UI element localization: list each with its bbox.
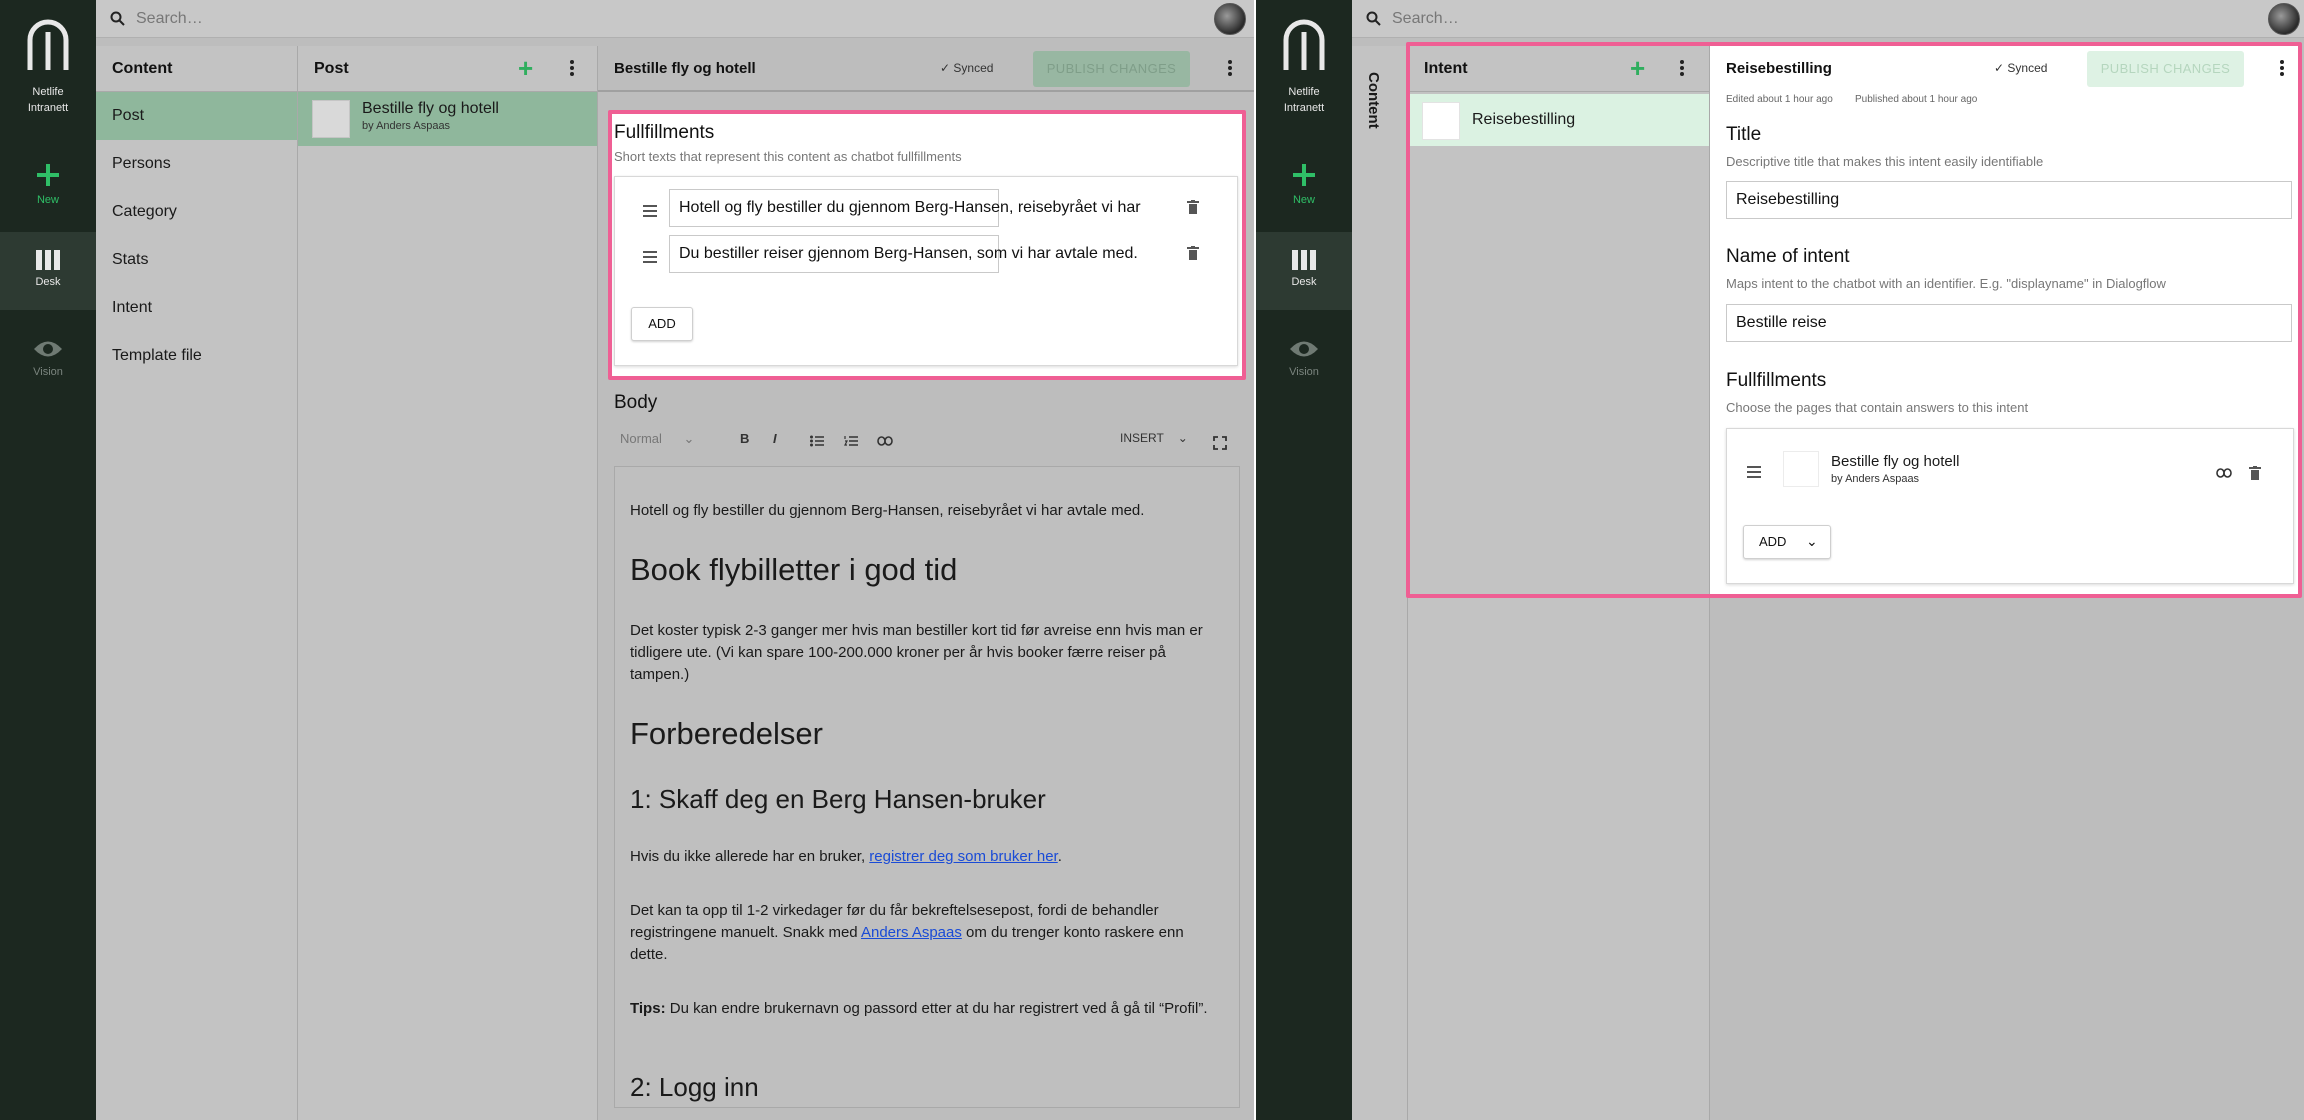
left-nav-rail (0, 0, 96, 1120)
search-bar (1352, 0, 2304, 38)
add-fullfillment-button[interactable]: ADD (631, 307, 693, 341)
block-style-select[interactable]: Normal ⌄ (620, 431, 695, 446)
field-label: Fullfillments (614, 122, 715, 143)
fullfillment-text-input[interactable]: Du bestiller reiser gjennom Berg-Hansen, som vi har avtale med. (669, 235, 999, 273)
search-input[interactable] (136, 6, 736, 32)
fullfillments-reference-list (1726, 428, 2294, 584)
bold-button[interactable]: B (740, 431, 750, 446)
plus-icon (1291, 162, 1317, 188)
post-pane-menu-button[interactable] (562, 58, 582, 80)
editor-menu-button[interactable] (1220, 58, 1240, 80)
drag-handle-icon[interactable] (643, 251, 657, 263)
title-field-description: Descriptive title that makes this intent easily identifiable (1726, 154, 2044, 169)
reference-title[interactable]: Bestille fly og hotell (1831, 453, 1960, 470)
search-input[interactable] (1392, 6, 1992, 32)
person-link[interactable]: Anders Aspaas (860, 924, 962, 941)
trash-icon[interactable] (1187, 246, 1199, 260)
fullfillments-field (612, 114, 1242, 376)
body-paragraph: Tips: Du kan endre brukernavn og passord etter at du har registrert ved å gå til “Profil”. (630, 1000, 1208, 1017)
content-pane-header (96, 46, 297, 92)
fullscreen-icon[interactable] (1214, 437, 1226, 449)
document-thumbnail (1422, 102, 1460, 140)
desk-tool-button[interactable]: Desk (1256, 232, 1352, 310)
post-pane (298, 46, 598, 1120)
collapsed-content-pane[interactable] (1352, 46, 1408, 1120)
add-reference-button[interactable]: ADD ⌄ (1743, 525, 1831, 559)
reference-author: by Anders Aspaas (1831, 473, 1920, 485)
user-avatar[interactable] (1214, 3, 1246, 35)
eye-icon (1289, 338, 1319, 360)
numbered-list-icon[interactable] (844, 435, 858, 447)
link-icon[interactable] (877, 436, 893, 446)
intent-pane-header (1408, 46, 1709, 92)
intent-editor-card (1710, 46, 2300, 594)
document-thumbnail (312, 100, 350, 138)
name-of-intent-input[interactable]: Bestille reise (1726, 304, 2292, 342)
editor-title: Reisebestilling (1726, 60, 1832, 77)
publish-changes-button[interactable]: PUBLISH CHANGES (1033, 51, 1190, 87)
drag-handle-icon[interactable] (643, 205, 657, 217)
document-author: by Anders Aspaas (362, 120, 451, 132)
pane-title: Intent (1424, 60, 1468, 77)
trash-icon[interactable] (2249, 466, 2261, 480)
fullfillment-text-input[interactable]: Hotell og fly bestiller du gjennom Berg-Hansen, reisebyrået vi har (669, 189, 999, 227)
content-item-category[interactable]: Category (112, 203, 177, 220)
document-title: Bestille fly og hotell (362, 100, 499, 117)
body-heading: Forberedelser (630, 716, 823, 751)
content-pane (96, 46, 298, 1120)
content-item-stats[interactable]: Stats (112, 251, 149, 268)
search-icon (1366, 11, 1381, 26)
body-paragraph: Det kan ta opp til 1-2 virkedager før du får bekreftelsesepost, fordi de behandler registringene manuelt. Snakk med Anders Aspaas om du trenger konto raskere enn dette. (630, 902, 1184, 963)
desk-tool-button[interactable]: Desk (0, 232, 96, 310)
user-avatar[interactable] (2268, 3, 2300, 35)
title-field-label: Title (1726, 124, 1762, 145)
content-item-post[interactable]: Post (96, 92, 297, 140)
title-input[interactable]: Reisebestilling (1726, 181, 2292, 219)
pane-title: Post (314, 60, 349, 77)
sync-status: ✓ Synced (940, 61, 994, 75)
body-paragraph: Hvis du ikke allerede har en bruker, registrer deg som bruker her. (630, 848, 1062, 865)
body-field-label: Body (614, 392, 658, 413)
pane-title: Content (112, 60, 173, 77)
chevron-down-icon: ⌄ (1806, 533, 1818, 549)
body-heading: Book flybilletter i god tid (630, 552, 958, 587)
document-list-item[interactable] (298, 92, 597, 146)
brand-name: Netlife Intranett (1283, 86, 1325, 114)
create-post-button[interactable]: + (518, 53, 534, 83)
content-item-persons[interactable]: Persons (112, 155, 171, 172)
body-paragraph: Det koster typisk 2-3 ganger mer hvis man bestiller kort tid før avreise enn hvis man er tidligere ute. (Vi kan spare 100-200.000 kroner per år hvis booker færre reiser på tampen.) (630, 622, 1203, 683)
intent-title: Reisebestilling (1472, 111, 1576, 128)
editor-title: Bestille fly og hotell (614, 60, 756, 77)
content-item-intent[interactable]: Intent (112, 299, 153, 316)
body-subheading: 1: Skaff deg en Berg Hansen-bruker (630, 784, 1046, 814)
search-bar (96, 0, 1254, 38)
content-item-template-file[interactable]: Template file (112, 347, 202, 364)
columns-icon (1292, 250, 1316, 270)
netlife-logo[interactable] (0, 22, 96, 72)
publish-changes-button[interactable]: PUBLISH CHANGES (2087, 51, 2244, 87)
columns-icon (36, 250, 60, 270)
trash-icon[interactable] (1187, 200, 1199, 214)
plus-icon (35, 162, 61, 188)
sync-status: ✓ Synced (1994, 61, 2048, 75)
editor-header (598, 46, 1254, 92)
body-paragraph: Hotell og fly bestiller du gjennom Berg-Hansen, reisebyrået vi har avtale med. (630, 502, 1145, 519)
collapsed-pane-label: Content (1365, 72, 1382, 129)
editor-menu-button[interactable] (2272, 58, 2292, 80)
post-pane-header (298, 46, 597, 92)
edited-timestamp: Edited about 1 hour ago (1726, 94, 1833, 105)
name-field-description: Maps intent to the chatbot with an identifier. E.g. "displayname" in Dialogflow (1726, 276, 2166, 291)
name-field-label: Name of intent (1726, 246, 1850, 267)
italic-button[interactable]: I (773, 431, 777, 446)
register-link[interactable]: registrer deg som bruker her (869, 848, 1058, 865)
new-document-button[interactable]: New (1256, 162, 1352, 220)
field-description: Short texts that represent this content as chatbot fullfillments (614, 149, 962, 164)
intent-list-item[interactable] (1408, 94, 1709, 146)
link-icon[interactable] (2216, 468, 2232, 478)
right-nav-rail (1256, 0, 1352, 1120)
body-subheading: 2: Logg inn (630, 1072, 759, 1102)
intent-pane (1408, 46, 1710, 1120)
fullfillments-list (614, 176, 1238, 366)
vision-tool-button[interactable]: Vision (0, 338, 96, 378)
fullfillments-field-label: Fullfillments (1726, 370, 1827, 391)
create-intent-button[interactable]: + (1630, 53, 1646, 83)
fullfillments-field-description: Choose the pages that contain answers to this intent (1726, 400, 2029, 415)
eye-icon (33, 338, 63, 360)
insert-menu-button[interactable]: INSERT ⌄ (1120, 431, 1188, 445)
netlife-logo[interactable] (1256, 22, 1352, 72)
drag-handle-icon[interactable] (1747, 466, 1761, 478)
new-document-button[interactable]: New (0, 162, 96, 220)
bullet-list-icon[interactable] (810, 435, 824, 447)
reference-thumbnail (1783, 451, 1819, 487)
brand-name: Netlife Intranett (27, 86, 69, 114)
published-timestamp: Published about 1 hour ago (1855, 94, 1978, 105)
intent-pane-menu-button[interactable] (1672, 58, 1692, 80)
search-icon (110, 11, 125, 26)
vision-tool-button[interactable]: Vision (1256, 338, 1352, 378)
